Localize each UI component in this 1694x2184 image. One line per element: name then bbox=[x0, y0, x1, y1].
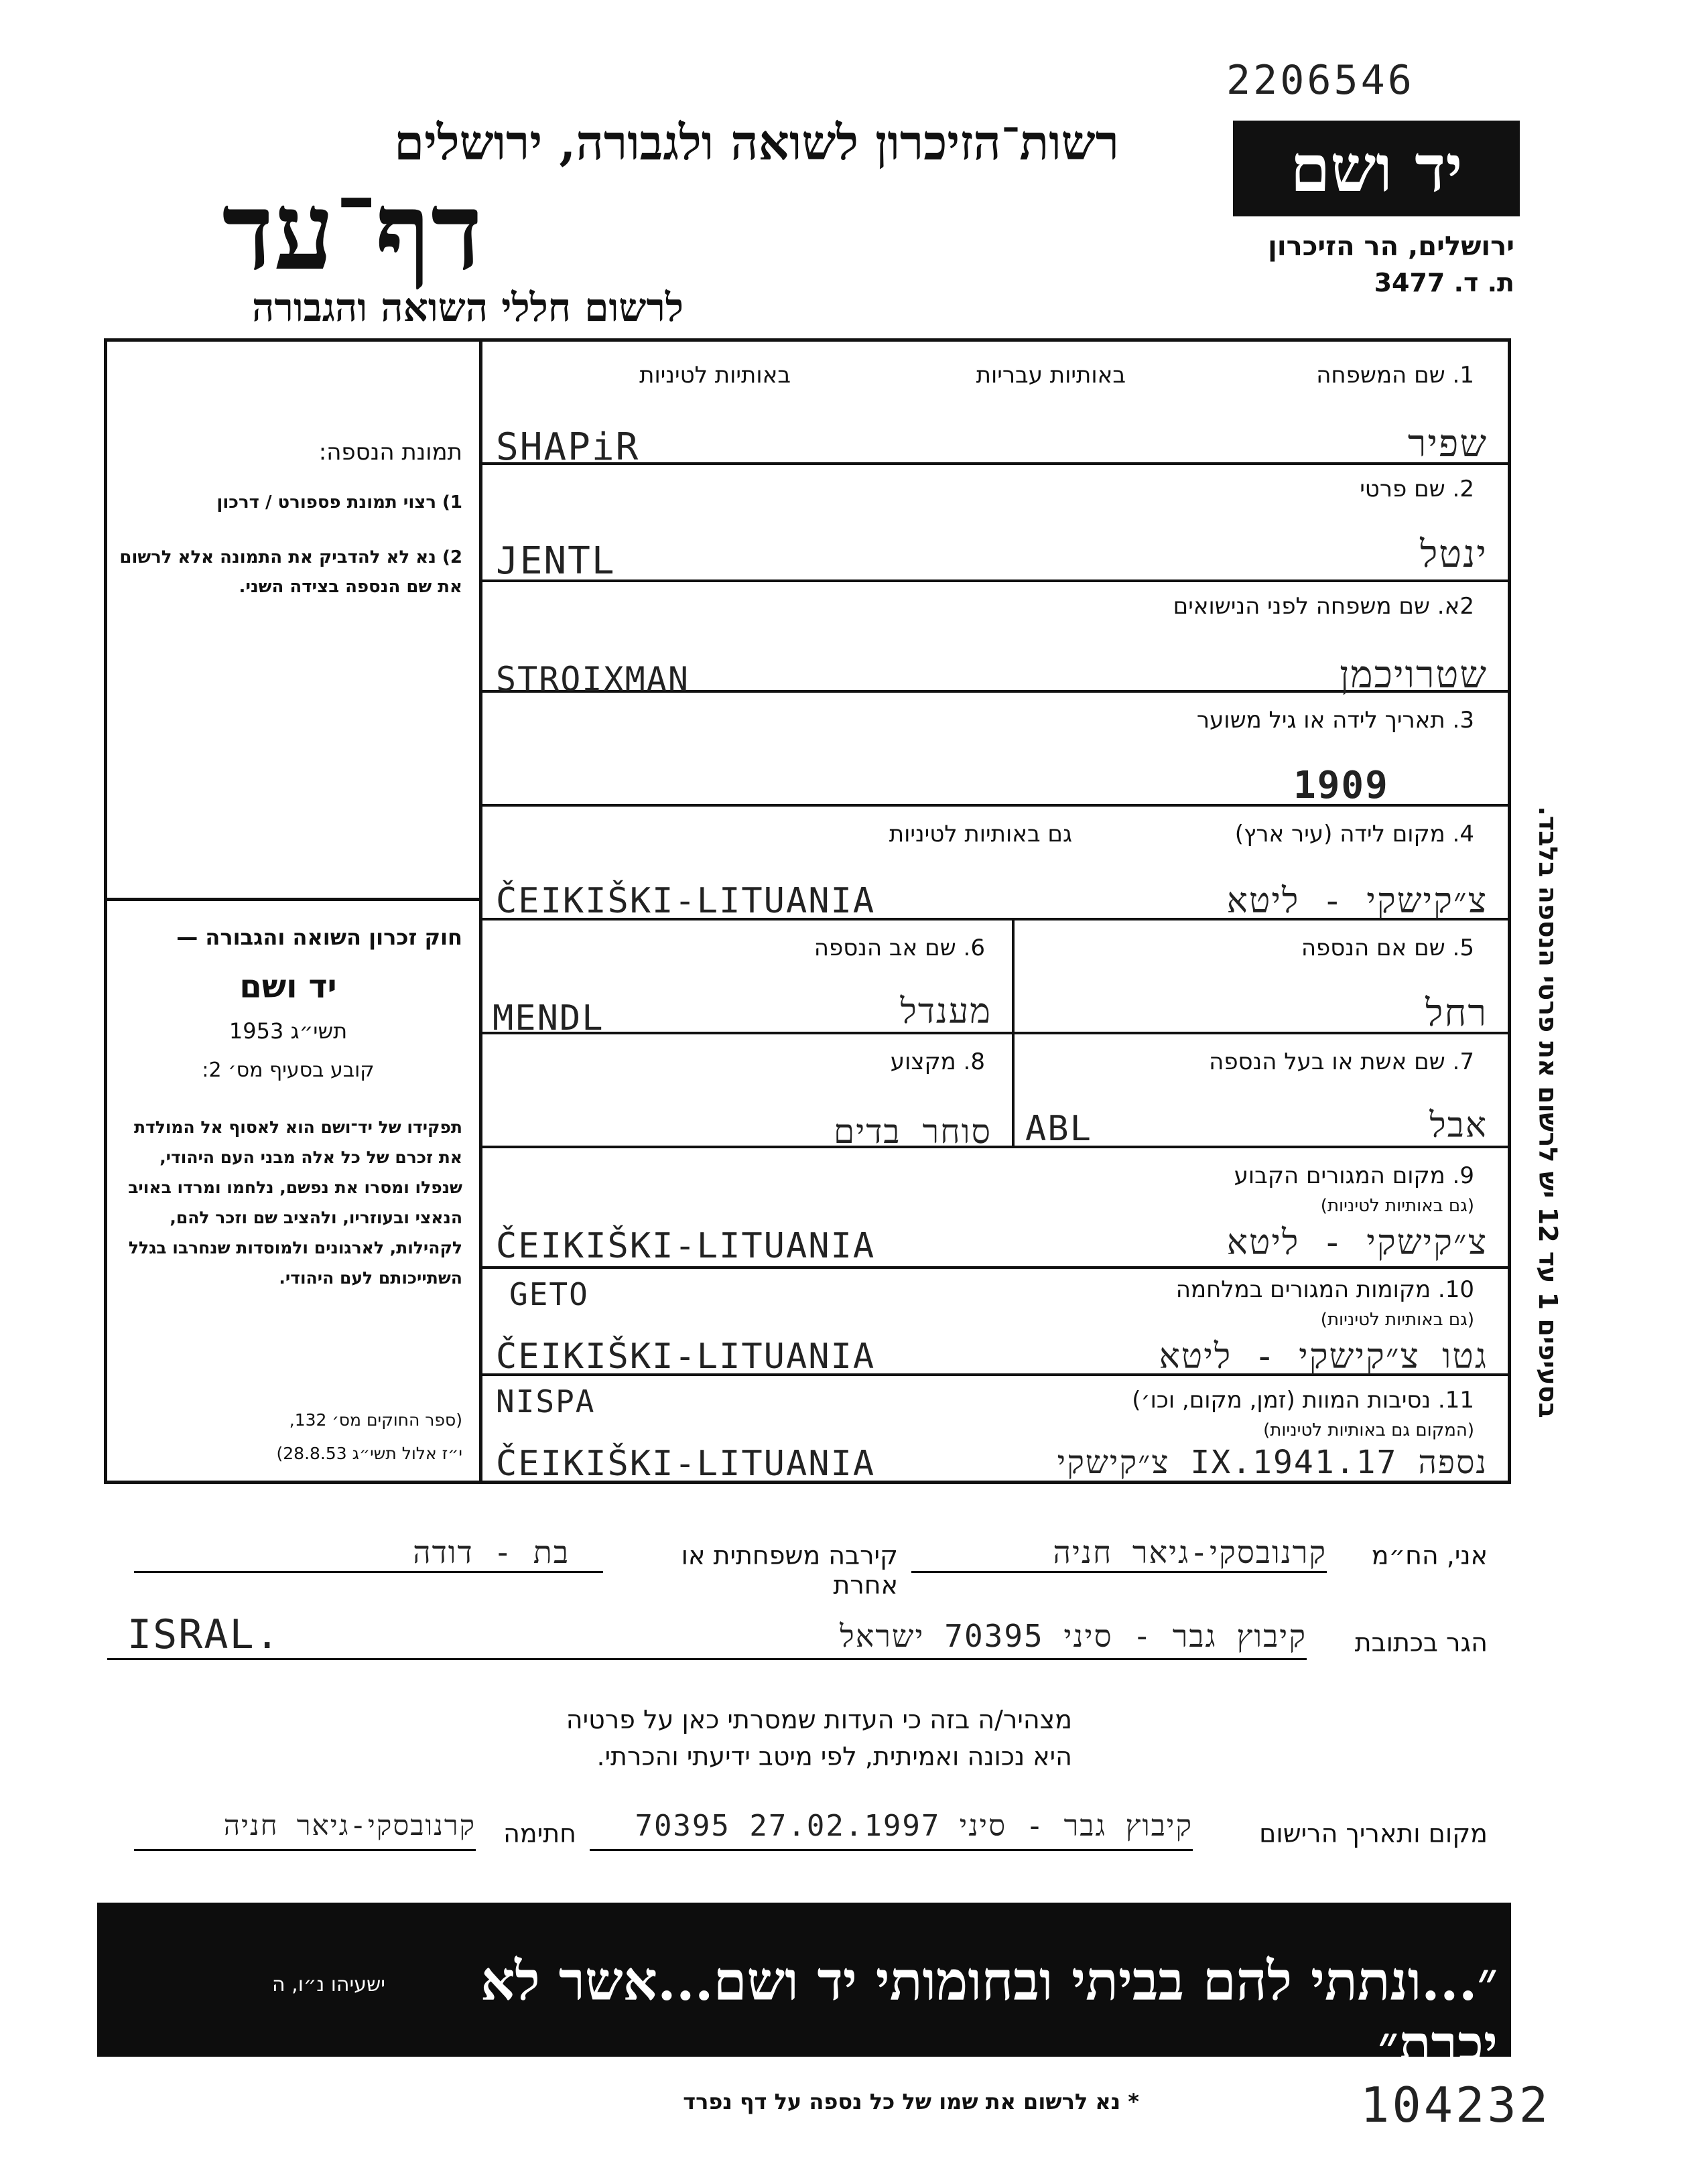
yad-vashem-logo bbox=[1233, 121, 1520, 216]
left-divider bbox=[104, 898, 482, 901]
field-9-value-latin[interactable]: ČEIKIŠKI-LITUANIA bbox=[496, 1226, 876, 1266]
field-4-col-latin: גם באותיות לטיניות bbox=[889, 821, 1072, 847]
declaration-i-line bbox=[911, 1571, 1327, 1573]
field-2a-value-hebrew[interactable]: שטרויכמן bbox=[1340, 653, 1488, 697]
field-1-col-hebrew: באותיות עבריות bbox=[976, 362, 1126, 389]
photo-title: תמונת הנספה: bbox=[318, 439, 462, 466]
field-9-label: 9. מקום המגורים הקבוע bbox=[1234, 1162, 1474, 1189]
col-divider bbox=[1012, 918, 1015, 1146]
field-5-label: 5. שם אם הנספה bbox=[1301, 935, 1474, 961]
quote-text: ״...ונתתי להם בביתי ובחומותי יד ושם...אשר לא יכרת״ bbox=[480, 1950, 1498, 2076]
field-11-label: 11. נסיבות המוות (זמן, מקום, וכו׳) bbox=[1132, 1387, 1474, 1414]
declaration-i-value[interactable]: קרנובסקי-גיאר חניה bbox=[1053, 1534, 1327, 1570]
form-subtitle: לרשום חללי השואה והגבורה bbox=[252, 285, 683, 330]
row-divider bbox=[482, 1266, 1511, 1269]
declaration-address-label: הגר בכתובת bbox=[1354, 1628, 1488, 1657]
field-9-sub: (גם באותיות לטיניות) bbox=[1320, 1196, 1474, 1216]
field-6-value-latin[interactable]: MENDL bbox=[493, 998, 604, 1038]
org-title: רשות־הזיכרון לשואה ולגבורה, ירושלים bbox=[394, 114, 1119, 171]
law-name: יד ושם bbox=[239, 968, 337, 1006]
field-4-label: 4. מקום לידה (עיר ארץ) bbox=[1234, 821, 1474, 847]
field-10-value-latin[interactable]: ČEIKIŠKI-LITUANIA bbox=[496, 1337, 876, 1377]
registration-stamp: 2206546 bbox=[1226, 57, 1415, 104]
signature-value[interactable]: קרנובסקי-גיאר חניה bbox=[223, 1809, 476, 1842]
footer-note: * נא לרשום את שמו של כל נספה על דף נפרד bbox=[683, 2089, 1139, 2114]
signature-label: חתימה bbox=[503, 1819, 576, 1848]
side-note bbox=[1528, 724, 1568, 1501]
field-8-value[interactable]: סוחר בדים bbox=[834, 1112, 992, 1151]
place-date-line bbox=[590, 1849, 1193, 1851]
law-ref: (ספר החוקים מס׳ 132, bbox=[289, 1410, 462, 1430]
law-ref-date: י״ז אלול תשי״ג 28.8.53) bbox=[276, 1444, 462, 1463]
photo-note-1: 1) רצוי תמונת פספורט / דרכון bbox=[216, 492, 462, 513]
field-2a-value-latin[interactable]: STROIXMAN bbox=[496, 660, 690, 699]
signature-line bbox=[134, 1849, 476, 1851]
field-7-label: 7. שם אשת או בעל הנספה bbox=[1209, 1048, 1474, 1075]
quote-source: ישעיהו נ״ו, ה bbox=[272, 1973, 385, 1996]
field-11-value-latin-1[interactable]: NISPA bbox=[496, 1383, 596, 1420]
field-9-value-hebrew[interactable]: צ״קישקי - ליטא bbox=[1226, 1223, 1488, 1263]
declaration-statement-2: היא נכונה ואמיתית, לפי מיטב ידיעתי והכרתי. bbox=[596, 1742, 1072, 1771]
place-date-value[interactable]: קיבוץ גבר - סיני 27.02.1997 70395 bbox=[635, 1809, 1193, 1843]
field-10-label: 10. מקומות המגורים במלחמה bbox=[1175, 1276, 1474, 1303]
row-divider bbox=[482, 579, 1511, 582]
declaration-i-label: אני, הח״מ bbox=[1371, 1541, 1488, 1570]
field-1-value-latin[interactable]: SHAPiR bbox=[496, 425, 640, 469]
logo-place: ירושלים, הר הזיכרון bbox=[1268, 231, 1514, 262]
logo-po-box: ת. ד. 3477 bbox=[1374, 268, 1514, 297]
law-year: תשי״ג 1953 bbox=[229, 1018, 348, 1044]
field-2a-label: 2א. שם משפחה לפני הנישואים bbox=[1173, 593, 1474, 620]
field-6-label: 6. שם אב הנספה bbox=[813, 935, 985, 961]
declaration-address-value[interactable]: קיבוץ גבר - סיני 70395 ישראל bbox=[840, 1618, 1307, 1654]
logo-text: יד ושם bbox=[1290, 131, 1463, 206]
field-3-value[interactable]: 1909 bbox=[1293, 764, 1389, 807]
declaration-address-line bbox=[107, 1658, 1307, 1660]
place-date-label: מקום ותאריך הרישום bbox=[1259, 1819, 1488, 1848]
law-text: תפקידו של יד־ושם הוא לאסוף אל המולדת את זכרם של כל אלה מבני העם היהודי, שנפלו ומסרו את נפשם, נלחמו ומרדו באויב הנאצי ובעוזריו, ולהציב שם וזכר להם, לקהילות, לארגונים ולמוסדות שנחרבו בגלל השתייכותם לעם היהודי. bbox=[128, 1117, 462, 1288]
field-10-sub: (גם באותיות לטיניות) bbox=[1320, 1310, 1474, 1330]
field-11-value-latin[interactable]: ČEIKIŠKI-LITUANIA bbox=[496, 1444, 876, 1484]
field-1-col-latin: באותיות לטיניות bbox=[639, 362, 791, 389]
field-4-value-latin[interactable]: ČEIKIŠKI-LITUANIA bbox=[496, 881, 876, 921]
field-2-value-latin[interactable]: JENTL bbox=[496, 539, 616, 583]
field-11-value-hebrew[interactable]: נספה 17.IX.1941 צ״קישקי bbox=[1057, 1444, 1488, 1481]
field-4-value-hebrew[interactable]: צ״קישקי - ליטא bbox=[1226, 881, 1488, 921]
field-7-value-hebrew[interactable]: אבל bbox=[1429, 1105, 1488, 1146]
field-11-sub: (המקום גם באותיות לטיניות) bbox=[1263, 1420, 1474, 1440]
photo-note-2: 2) נא לא להדביק את התמונה אלא לרשום את שם הנספה בצידה השני. bbox=[119, 547, 462, 598]
declaration-address-latin[interactable]: ISRAL. bbox=[127, 1611, 281, 1658]
field-2-label: 2. שם פרטי bbox=[1360, 476, 1474, 502]
field-6-value-hebrew[interactable]: מענדל bbox=[900, 992, 992, 1032]
field-1-label: 1. שם המשפחה bbox=[1316, 362, 1474, 389]
declaration-statement-1: מצהיר/ה בזה כי העדות שמסרתי כאן על פרטיה bbox=[566, 1705, 1072, 1734]
field-2-value-hebrew[interactable]: ינטל bbox=[1420, 533, 1488, 576]
page-stamp: 104232 bbox=[1360, 2077, 1551, 2133]
quote-bar bbox=[97, 1903, 1511, 2076]
form-title: דף־עד bbox=[222, 168, 482, 294]
law-title: חוק זכרון השואה והגבורה — bbox=[176, 925, 462, 950]
side-note-text: בסעיפים 1 עד 12 יש לרשום את פרטי הנספה בלבד. bbox=[1533, 806, 1563, 1418]
field-5-value[interactable]: רחל bbox=[1425, 992, 1488, 1035]
field-3-label: 3. תאריך לידה או גיל משוער bbox=[1196, 707, 1474, 734]
field-1-value-hebrew[interactable]: שפיר bbox=[1407, 422, 1488, 466]
field-8-label: 8. מקצוע bbox=[890, 1048, 985, 1075]
field-10-value-latin-1[interactable]: GETO bbox=[509, 1276, 589, 1312]
field-7-value-latin[interactable]: ABL bbox=[1025, 1109, 1092, 1149]
declaration-relation-value[interactable]: בת - דודה bbox=[413, 1534, 570, 1570]
declaration-relation-label: קירבה משפחתית או אחרת bbox=[681, 1541, 898, 1600]
field-10-value-hebrew[interactable]: גטו צ״קישקי - ליטא bbox=[1159, 1337, 1488, 1377]
law-clause: קובע בסעיף מס׳ 2: bbox=[202, 1059, 375, 1082]
declaration-relation-line bbox=[134, 1571, 603, 1573]
